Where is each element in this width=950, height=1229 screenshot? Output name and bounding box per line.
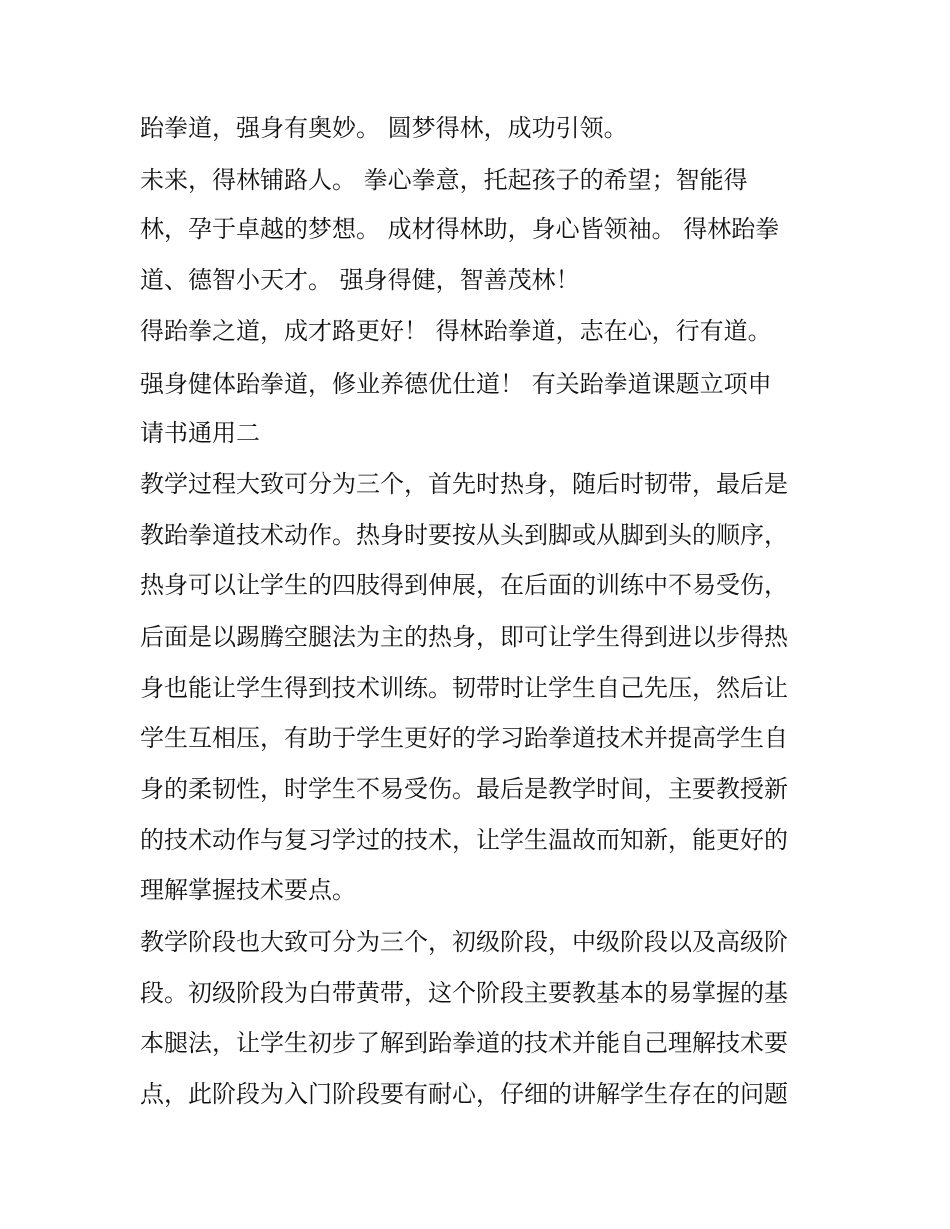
text-line: 身也能让学生得到技术训练。韧带时让学生自己先压，然后让 <box>140 674 788 702</box>
text-line: 教学过程大致可分为三个，首先时热身，随后时韧带，最后是 <box>140 470 788 498</box>
text-line: 道、德智小天才。 强身得健，智善茂林！ <box>140 266 580 294</box>
text-line: 后面是以踢腾空腿法为主的热身，即可让学生得到进以步得热 <box>140 623 788 651</box>
text-line: 教学阶段也大致可分为三个，初级阶段，中级阶段以及高级阶 <box>140 928 788 956</box>
text-line: 得跆拳之道，成才路更好！ 得林跆拳道，志在心，行有道。 <box>140 317 772 345</box>
text-line: 身的柔韧性，时学生不易受伤。最后是教学时间，主要教授新 <box>140 775 788 803</box>
text-line: 林，孕于卓越的梦想。 成材得林助，身心皆领袖。 得林跆拳 <box>140 215 780 243</box>
text-line: 点，此阶段为入门阶段要有耐心，仔细的讲解学生存在的问题 <box>140 1080 788 1108</box>
text-line: 热身可以让学生的四肢得到伸展，在后面的训练中不易受伤， <box>140 571 788 599</box>
text-line: 请书通用二 <box>140 419 260 447</box>
text-line: 理解掌握技术要点。 <box>140 876 356 904</box>
text-line: 学生互相压，有助于学生更好的学习跆拳道技术并提高学生自 <box>140 724 788 752</box>
text-line: 的技术动作与复习学过的技术，让学生温故而知新，能更好的 <box>140 826 788 854</box>
text-line: 跆拳道，强身有奥妙。 圆梦得林，成功引领。 <box>140 114 628 142</box>
text-line: 未来，得林铺路人。 拳心拳意，托起孩子的希望；智能得 <box>140 166 748 194</box>
text-line: 段。初级阶段为白带黄带，这个阶段主要教基本的易掌握的基 <box>140 979 788 1007</box>
text-line: 本腿法，让学生初步了解到跆拳道的技术并能自己理解技术要 <box>140 1029 788 1057</box>
text-line: 教跆拳道技术动作。热身时要按从头到脚或从脚到头的顺序， <box>140 521 788 549</box>
text-line: 强身健体跆拳道，修业养德优仕道！ 有关跆拳道课题立项申 <box>140 370 772 398</box>
